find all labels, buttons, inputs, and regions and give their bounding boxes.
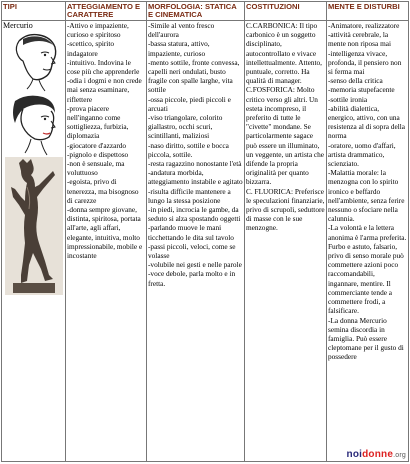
mercury-statue-image (5, 157, 63, 295)
table-row (2, 21, 409, 462)
watermark-tld: .org (393, 452, 406, 459)
portrait-sketch-woman (5, 93, 63, 157)
watermark-brand: noi (346, 449, 363, 460)
costituzioni-text: C.CARBONICA: Il tipo carbonico è un soggetto disciplinato, autocontrollato e vivace intellettualmente. Attento, puntuale, corretto. Ha qualità di manager. C.FOSFORICA: Molto critico verso gli altri. Un esteta incompreso, il preferito di tutte le "civette" mondane. Se particolarmente sagace può essere un illuminato, un veggente, un artista che difende la propria originalità per quanto bizzarra. C. FLUORICA: Preferisce le speculazioni finanziarie, privo di scrupoli, seduttore di masse con le sue menzogne. (246, 21, 325, 233)
header-tipi: TIPI (2, 2, 66, 21)
morfologia-text: -Simile al vento fresco dell'aurora -bassa statura, attivo, impaziente, curioso -mento sottile, fronte convessa, capelli neri ondulati, busto fragile con spalle larghe, vita sottile -ossa piccole, piedi piccoli e arcuati -viso triangolare, colorito giallastro, occhi scuri, scintillanti, maliziosi -naso diritto, sottile e bocca piccola, sottile. -resta ragazzino nonostante l'età -andatura morbida, atteggiamento instabile e agitato -risulta difficile mantenere a lungo la stessa posizione -in piedi, incrocia le gambe, da seduto si alza spostando oggetti -parlando muove le mani ticchettando le dita sul tavolo -passi piccoli, veloci, come se volasse -volubile nei gesti e nelle parole -voce debole, parla molto e in fretta. (148, 21, 243, 288)
header-mente: MENTE E DISTURBI (327, 2, 409, 21)
header-costituzioni: COSTITUZIONI (245, 2, 327, 21)
mente-text: -Animatore, realizzatore -attività cerebrale, la mente non riposa mai -intelligenza vivace, profonda, il pensiero non si ferma mai -senso della critica -memoria stupefacente -sottile ironia -abilità dialettica, energico, attivo, con una resistenza al di sopra della norma -oratore, uomo d'affari, artista drammatico, scienziato. -Malattia morale: la menzogna con lo spirito ironico e beffardo nell'ambiente, senza ferire nessuno o sfociare nella calunnia. -La volontà e la lettera anonima è l'arma preferita. Furbo e astuto, falsario, privo di senso morale può commettere azioni poco raccomandabili, ingannare, mentire. Il commerciante tende a commettere frodi, a falsificare. -La donna Mercurio semina discordia in famiglia. Può essere cleptomane per il gusto di possedere (328, 21, 407, 362)
tipo-cell (2, 21, 66, 462)
tipo-name: Mercurio (3, 21, 33, 30)
atteggiamento-text: -Attivo e impaziente, curioso e spiritoso -scettico, spirito indagatore -intuitivo. Indovina le cose più che apprenderle -odia i dogmi e non crede mai senza esaminare, riflettere -prova piacere nell'inganno come sottigliezza, furbizia, diplomazia -giocatore d'azzardo -pignolo e dispettoso -non è sensuale, ma voluttuoso -egoista, privo di tenerezza, ma bisognoso di carezze -donna sempre giovane, distinta, spiritosa, portata all'arte, agli affari, elegante, intuitiva, molto impressionabile, mobile e incostante (67, 21, 143, 261)
morfologia-cell (147, 21, 245, 462)
header-row (2, 2, 409, 21)
costituzioni-cell (245, 21, 327, 462)
portrait-sketch-man (5, 31, 63, 93)
mente-cell (327, 21, 409, 462)
header-atteggiamento: ATTEGGIAMENTO E CARATTERE (66, 2, 147, 21)
typology-table (1, 1, 409, 462)
header-morfologia: MORFOLOGIA: STATICA E CINEMATICA (147, 2, 245, 21)
watermark-brand-accent: donne (362, 449, 394, 460)
atteggiamento-cell (66, 21, 147, 462)
site-watermark-logo (347, 449, 406, 460)
